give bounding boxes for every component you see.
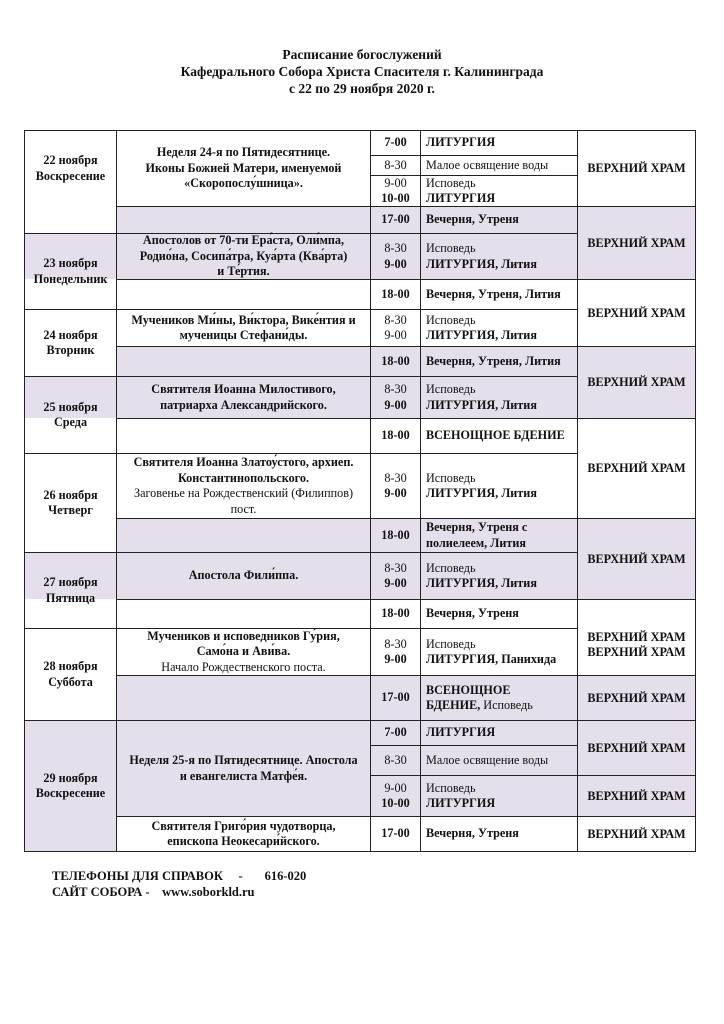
feast-line: Иконы Божией Матери, именуемой xyxy=(145,160,342,175)
time-cell: 17-00 xyxy=(381,690,410,705)
temple-cell: ВЕРХНИЙ ХРАМ xyxy=(587,644,686,659)
temple-cell: ВЕРХНИЙ ХРАМ xyxy=(587,740,686,755)
service-cell: Вечерня, Утреня xyxy=(426,606,519,621)
feast-cell: Святителя Иоанна Милостивого, патриарха Александрийского. xyxy=(151,382,336,412)
table-border-bottom xyxy=(24,851,696,852)
time-cell: 8-30 xyxy=(384,752,407,767)
temple-cell: ВЕРХНИЙ ХРАМ xyxy=(587,305,686,320)
date-cell: 29 ноября Воскресение xyxy=(35,770,106,800)
weekday-text: Воскресение xyxy=(35,168,106,183)
temple-cell: ВЕРХНИЙ ХРАМ xyxy=(587,161,686,175)
service-cell: Исповедь ЛИТУРГИЯ, Лития xyxy=(426,382,537,412)
feast-note: Начало Рождественского поста. xyxy=(161,659,326,674)
date-text: 22 ноября xyxy=(43,153,98,167)
title-line-2: Кафедрального Собора Христа Спасителя г. Калининграда xyxy=(180,64,544,79)
temple-cell: ВЕРХНИЙ ХРАМ xyxy=(587,235,686,250)
temple-cell: ВЕРХНИЙ ХРАМ xyxy=(587,788,686,803)
service-cell: Исповедь ЛИТУРГИЯ, Лития xyxy=(426,241,537,271)
time-cell: 8-30 9-00 xyxy=(384,470,407,500)
feast-cell: Апостолов от 70-ти Ера́ста, Оли́мпа, Родио́на, Сосипа́тра, Куа́рта (Ква́рта) и Те́ртия. xyxy=(139,233,348,279)
date-cell: 26 ноября Четверг xyxy=(43,487,98,517)
table-border-right xyxy=(695,130,696,852)
temple-cell: ВЕРХНИЙ ХРАМ xyxy=(587,551,686,566)
time-cell: 9-00 10-00 xyxy=(381,780,410,810)
temple-cell: ВЕРХНИЙ ХРАМ xyxy=(587,375,686,389)
service-cell: Вечерня, Утреня xyxy=(426,826,519,841)
time-cell: 8-30 9-00 xyxy=(384,241,407,271)
temple-cell: ВЕРХНИЙ ХРАМ xyxy=(587,630,686,644)
service-cell: ЛИТУРГИЯ xyxy=(426,725,496,740)
title-line-3: с 22 по 29 ноября 2020 г. xyxy=(289,81,435,96)
service-cell: Исповедь ЛИТУРГИЯ, Лития xyxy=(426,312,537,342)
time-cell: 7-00 xyxy=(384,135,407,150)
service-cell: Исповедь ЛИТУРГИЯ, Лития xyxy=(426,560,537,590)
feast-cell: Неделя 25-я по Пятидесятнице. Апостола и евангелиста Матфе́я. xyxy=(129,753,358,783)
service-cell: ЛИТУРГИЯ xyxy=(426,135,496,150)
time-cell: 18-00 xyxy=(381,353,410,368)
service-cell: ВСЕНОЩНОЕ БДЕНИЕ xyxy=(426,428,565,443)
temple-cell: ВЕРХНИЙ ХРАМ xyxy=(587,690,686,705)
feast-cell: Мучеников Ми́ны, Ви́ктора, Вике́нтия и мученицы Стефани́ды. xyxy=(131,312,356,342)
temple-cell: ВЕРХНИЙ ХРАМ xyxy=(587,461,686,475)
temple-cell: ВЕРХНИЙ ХРАМ xyxy=(587,826,686,841)
date-cell xyxy=(25,131,116,206)
feast-cell: Святителя Григо́рия чудотворца, епископа Неокесари́йского. xyxy=(151,818,336,848)
time-cell: 8-30 9-00 xyxy=(384,560,407,590)
feast-cell: Святителя Иоанна Златоу́стого, архиеп. Константинопольского. Заговенье на Рождественский (Филиппов) пост. xyxy=(117,454,370,518)
date-cell: 24 ноября Вторник xyxy=(43,327,98,357)
footer-phone: ТЕЛЕФОНЫ ДЛЯ СПРАВОК - 616-020 xyxy=(52,869,307,883)
service-cell: Вечерня, Утреня xyxy=(426,212,519,227)
feast-line: Неделя 24-я по Пятидесятнице. xyxy=(156,145,331,160)
site-link[interactable]: www.soborkld.ru xyxy=(162,885,255,899)
time-cell: 9-00 10-00 xyxy=(381,175,410,205)
time-cell: 18-00 xyxy=(381,286,410,301)
service-cell: ВСЕНОЩНОЕ БДЕНИЕ, Исповедь xyxy=(426,682,533,712)
date-cell: 28 ноября Суббота xyxy=(43,659,98,689)
service-cell: Исповедь ЛИТУРГИЯ, Лития xyxy=(426,470,537,500)
date-cell: 25 ноября Среда xyxy=(43,399,98,429)
feast-cell: Мучеников и исповедников Гу́рия, Само́на и Ави́ва. Начало Рождественского поста. xyxy=(147,628,340,674)
time-cell: 8-30 xyxy=(384,157,407,172)
time-cell: 18-00 xyxy=(381,527,410,542)
service-cell: Исповедь ЛИТУРГИЯ xyxy=(426,780,496,810)
time-cell: 7-00 xyxy=(384,725,407,740)
feast-line: «Скоропослу́шница». xyxy=(184,176,303,191)
time-cell: 8-30 9-00 xyxy=(384,382,407,412)
feast-note: Заговенье на Рождественский (Филиппов) пост. xyxy=(133,486,354,516)
service-cell: Малое освящение воды xyxy=(426,157,549,172)
service-cell: Исповедь ЛИТУРГИЯ, Панихида xyxy=(426,636,557,666)
title-line-1: Расписание богослужений xyxy=(282,47,442,62)
time-cell: 8-30 9-00 xyxy=(384,636,407,666)
time-cell: 17-00 xyxy=(381,826,410,841)
feast-cell xyxy=(117,131,370,206)
date-cell: 27 ноября Пятница xyxy=(43,575,98,605)
phone-number[interactable]: 616-020 xyxy=(264,869,307,883)
time-cell: 8-30 9-00 xyxy=(384,312,407,342)
service-cell: Вечерня, Утреня с полиелеем, Лития xyxy=(426,520,528,550)
feast-cell: Апостола Фили́ппа. xyxy=(188,568,299,583)
time-cell: 18-00 xyxy=(381,428,410,443)
time-cell: 18-00 xyxy=(381,606,410,621)
time-cell: 17-00 xyxy=(381,212,410,227)
footer-site: САЙТ СОБОРА - www.soborkld.ru xyxy=(52,885,255,899)
service-cell: Исповедь ЛИТУРГИЯ xyxy=(426,175,496,205)
date-cell: 23 ноября Понедельник xyxy=(33,256,108,286)
service-cell: Малое освящение воды xyxy=(426,752,549,767)
service-cell: Вечерня, Утреня, Лития xyxy=(426,353,561,368)
service-cell: Вечерня, Утреня, Лития xyxy=(426,286,561,301)
